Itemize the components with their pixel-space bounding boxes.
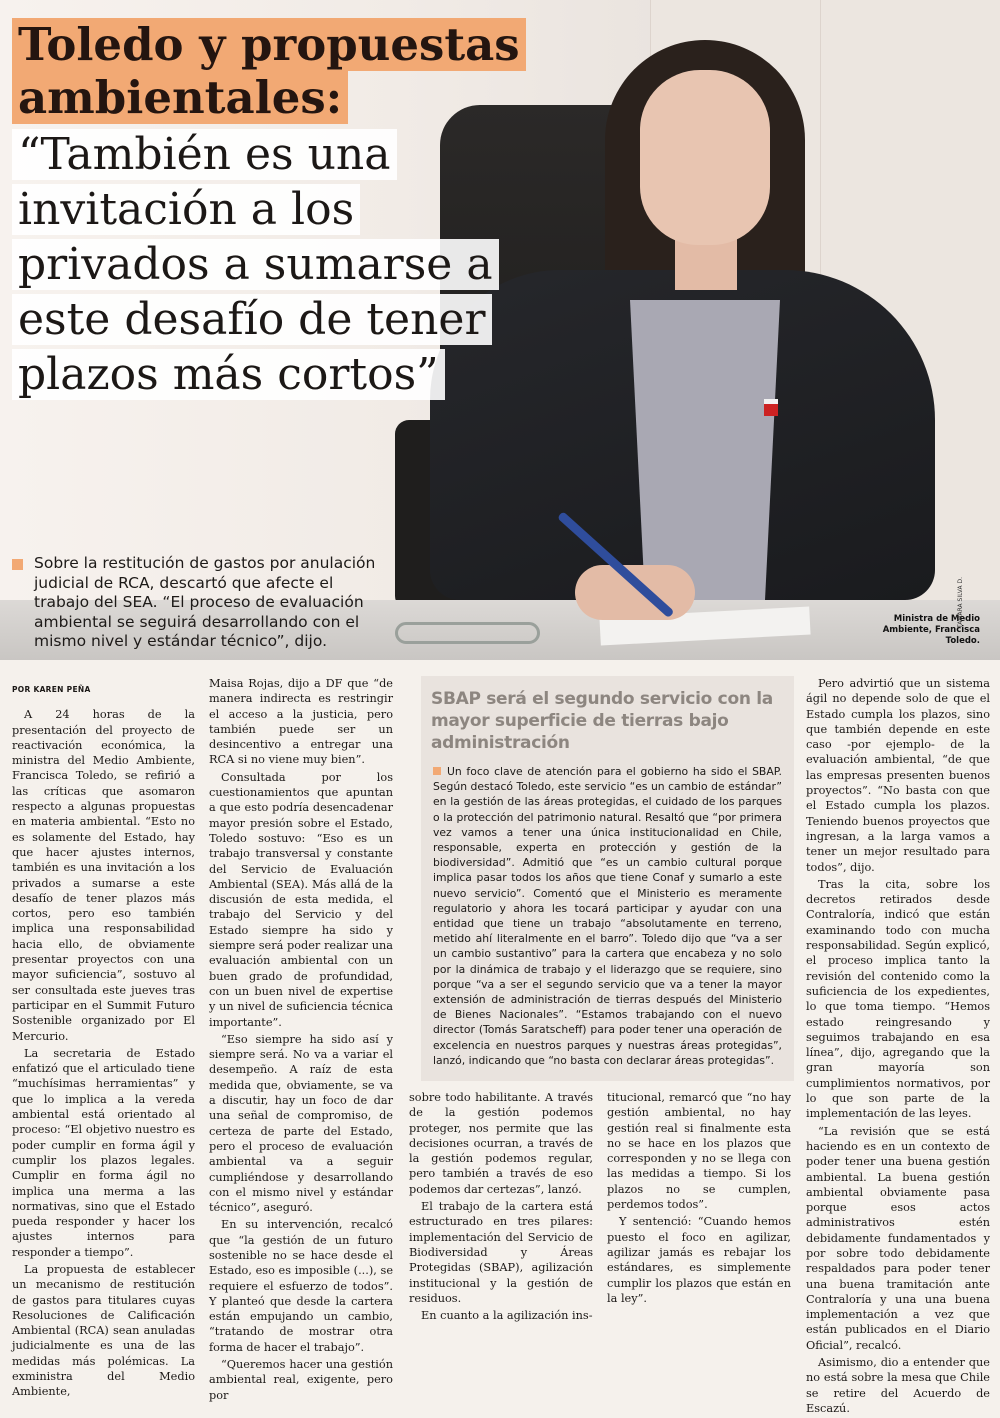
headline-line-1: Toledo y propuestas <box>12 18 526 71</box>
paragraph: En cuanto a la agilización ins- <box>421 1309 593 1323</box>
bullet-square-icon <box>12 559 23 570</box>
paragraph: La secretaria de Estado enfatizó que el articulado tiene “muchísimas herramientas” y que lo implica a la vereda ambiental está orientado al proceso: “El objetivo nuestro es poder cumplir en forma ágil y cumplir los plazos legales. Cumplir en forma ágil no implica una merma a las normativas, sino que el Estado pueda responder y hacer los ajustes internos para responder a tiempo”. <box>12 1046 195 1259</box>
face <box>640 70 770 245</box>
article-column-5 <box>806 676 990 1418</box>
quote-line: privados a sumarse a <box>12 239 499 290</box>
sidebar-text: Un foco clave de atención para el gobierno ha sido el SBAP. Según destacó Toledo, este servicio “es un cambio de estándar” en la gestión de las áreas protegidas, el cuidado de los parques o la protección del patrimonio natural. Resaltó que “por primera vez vamos a tener una única institucionalidad en Chile, responsable, experta en protección y gestión de la biodiversidad”. Admitió que “es un cambio cultural porque implica pasar todos los años que tiene Conaf y sumarlo a este nuevo servicio”. Comentó que el Ministerio es meramente regulatorio y ahora les tocará participar y ayudar con una entidad que tiene un trabajo “absolutamente en terreno, metido ahí literalmente en el barro”. Toledo dijo que “va a ser un cambio sustantivo” para la cartera que encabeza y no solo por la dinámica de trabajo y el liderazgo que se requiere, sino porque “va a ser el segundo servicio que va a tener la mayor extensión de administración de tierras después del Ministerio de Bienes Nacionales”. “Estamos trabajando con el nuevo director (Tomás Saratscheff) para poder tener una operación de excelencia en nuestros parques y nuestras áreas protegidas”, lanzó, indicando que “no basta con declarar áreas protegidas”. <box>433 765 782 1067</box>
article-column-4 <box>607 1090 791 1308</box>
hero-photo <box>0 0 1000 660</box>
paragraph: El trabajo de la cartera está estructurado en tres pilares: implementación del Servicio de Biodiversidad y Áreas Protegidas (SBAP), agilización institucional y la gestión de residuos. <box>409 1200 593 1305</box>
paragraph: Y sentenció: “Cuando hemos puesto el foco en agilizar, agilizar jamás es rebajar los estándares, es simplemente cumplir los plazos que están en la ley”. <box>607 1215 791 1305</box>
hand <box>575 565 695 620</box>
glasses-icon <box>395 622 540 644</box>
bullet-square-icon <box>433 767 441 775</box>
quote-line: plazos más cortos” <box>12 349 445 400</box>
paragraph: sobre todo habilitante. A través de la gestión podemos proteger, nos permite que las decisiones ocurran, a través de la gestión podemos regular, pero también a través de eso podemos dar certezas”, lanzó. <box>409 1091 593 1196</box>
byline: POR KAREN PEÑA <box>12 685 91 694</box>
article-column-2 <box>209 676 393 1405</box>
photo-credit: TAMARA SILVA D. <box>957 576 964 628</box>
shirt <box>630 300 780 600</box>
sidebar-title: SBAP será el segundo servicio con la mayor superficie de tierras bajo administración <box>431 689 773 753</box>
paragraph: “Eso siempre ha sido así y siempre será. No va a variar el desempeño. A raíz de esta medida que, obviamente, se va a discutir, hay un foco de dar una señal de compromiso, de certeza de parte del Estado, pero el proceso de evaluación ambiental va a seguir cumpliéndose y desarrollando con el mismo nivel y estándar técnico”, aseguró. <box>209 1032 393 1215</box>
paragraph: titucional, remarcó que “no hay gestión ambiental, no hay gestión real si finalmente esta no se hace en los plazos que corresponden y no se llega con las medidas a tiempo. Si los plazos no se cumplen, perdemos todos”. <box>607 1091 791 1212</box>
flag-pin-icon <box>764 399 778 416</box>
lead-paragraph <box>12 554 382 652</box>
paragraph: En su intervención, recalcó que “la gestión de un futuro sostenible no se hace desde el Estado, eso es imposible (...), se requiere el esfuerzo de todos”. Y planteó que desde la cartera están empujando un cambio, “tratando de mostrar otra forma de hacer el trabajo”. <box>209 1218 393 1354</box>
headline <box>12 18 612 124</box>
headline-quote <box>12 129 572 404</box>
paragraph: Tras la cita, sobre los decretos retirados desde Contraloría, indicó que están examinando todo con mucha responsabilidad. Según explicó, el proceso implica tanto la revisión del contenido como la suficiencia de los expedientes, lo que toma tiempo. “Hemos estado reingresando y seguimos trabajando en esa línea”, dijo, agregando que la gran mayoría son cumplimientos normativos, por lo que son parte de la implementación de las leyes. <box>806 877 990 1121</box>
paragraph: Asimismo, dio a entender que no está sobre la mesa que Chile se retire del Acuerdo de Escazú. <box>806 1356 990 1415</box>
paragraph: La propuesta de establecer un mecanismo de restitución de gastos para titulares cuyas Resoluciones de Calificación Ambiental (RCA) sean anuladas judicialmente es una de las medidas más polémicas. La exministra del Medio Ambiente, <box>12 1262 195 1399</box>
sidebar-box <box>421 676 794 1081</box>
paragraph: “Queremos hacer una gestión ambiental real, exigente, pero por <box>209 1358 393 1402</box>
paragraph: Consultada por los cuestionamientos que apuntan a que esto podría desencadenar mayor presión sobre el Estado, Toledo sostuvo: “Eso es un trabajo transversal y constante del Servicio de Evaluación Ambiental (SEA). Más allá de la discusión de esta medida, el trabajo del Servicio y del Estado siempre ha sido y siempre será poder realizar una evaluación ambiental con un buen grado de profundidad, con un buen nivel de expertise y un nivel de suficiencia técnica importante”. <box>209 770 393 1029</box>
paragraph: A 24 horas de la presentación del proyecto de reactivación económica, la ministra del Medio Ambiente, Francisca Toledo, se refirió a las críticas que asomaron respecto a algunas propuestas en materia ambiental. “Esto no es solamente del Estado, hay que hacer ajustes internos, también es una invitación a los privados a sumarse a este desafío de tener plazos más cortos, pero eso también implica una responsabilidad hacia ello, de obviamente presentar proyectos con una mayor suficiencia”, sostuvo al ser consultada este jueves tras participar en el Summit Futuro Sostenible organizado por El Mercurio. <box>12 708 195 1043</box>
paragraph: Maisa Rojas, dijo a DF que “de manera indirecta es restringir el acceso a la justicia, pero también puede ser un desincentivo a entregar una RCA si no viene muy bien”. <box>209 677 393 767</box>
article-column-3 <box>409 1090 593 1325</box>
lead-text: Sobre la restitución de gastos por anulación judicial de RCA, descartó que afecte el trabajo del SEA. “El proceso de evaluación ambiental se seguirá desarrollando con el mismo nivel y estándar técnico”, dijo. <box>34 554 376 650</box>
headline-line-2: ambientales: <box>12 71 348 124</box>
article-column-1 <box>12 676 195 1402</box>
quote-line: invitación a los <box>12 184 360 235</box>
paragraph: “La revisión que se está haciendo es en un contexto de poder tener una buena gestión ambiental. La buena gestión ambiental obviamente pasa porque esos actos administrativos estén debidamente fundamentados y por sobre todo debidamente respaldados para poder tener una buena tramitación ante Contraloría y una una buena implementación a vez que están publicados en el Diario Oficial”, recalcó. <box>806 1124 990 1352</box>
photo-caption: Ministra de Medio Ambiente, Francisca Toledo. <box>882 614 980 646</box>
sidebar-body <box>421 760 794 1068</box>
quote-line: este desafío de tener <box>12 294 492 345</box>
quote-line: “También es una <box>12 129 397 180</box>
paragraph: Pero advirtió que un sistema ágil no depende solo de que el Estado cumpla los plazos, sino que también depende en este caso -por ejemplo- de la evaluación ambiental, “de que las empresas presenten buenos proyectos”. “No basta con que el Estado cumpla los plazos. Teniendo buenos proyectos que ingresan, a la larga vamos a tener un mejor resultado para todos”, dijo. <box>806 677 990 874</box>
